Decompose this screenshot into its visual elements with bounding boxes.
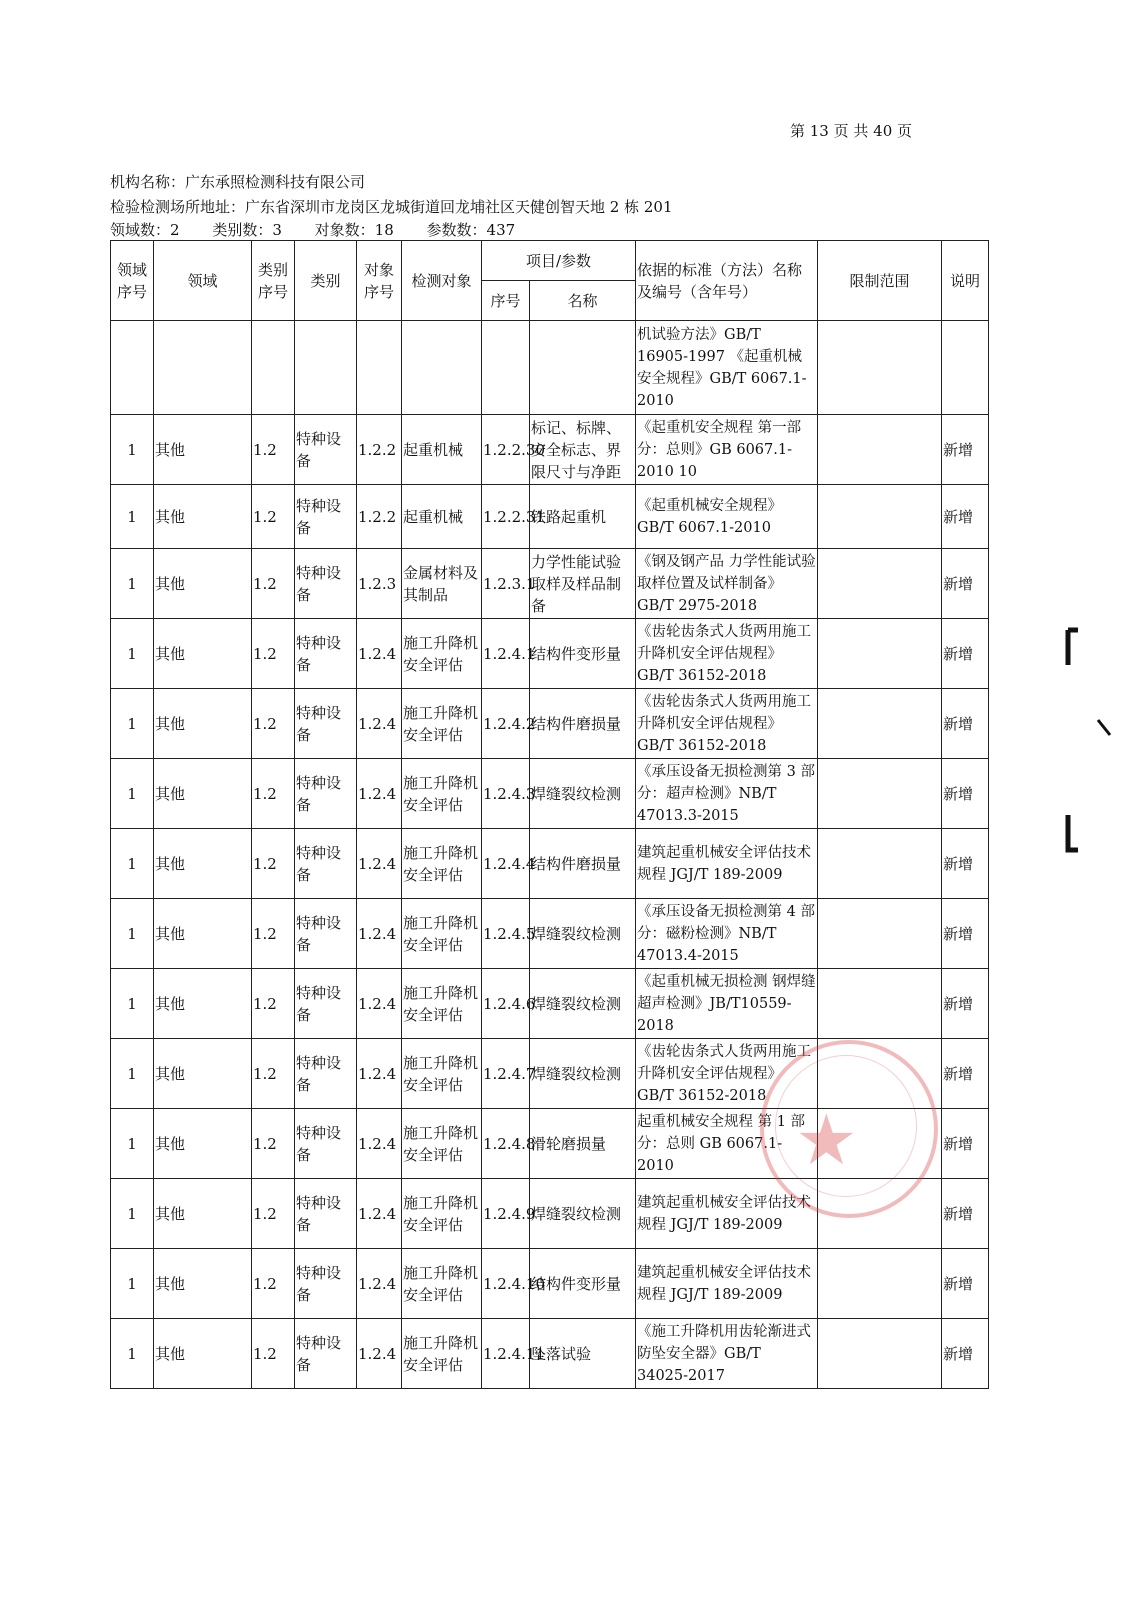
cell-category: 特种设备 — [295, 485, 357, 549]
table-row — [111, 321, 989, 415]
cell-item-no — [482, 321, 530, 415]
cell-remark: 新增 — [942, 549, 989, 619]
cell-item-name: 滑轮磨损量 — [530, 1109, 636, 1179]
cell-domain-no: 1 — [111, 415, 154, 485]
cell-domain: 其他 — [154, 1319, 252, 1389]
cell-object: 施工升降机安全评估 — [402, 1319, 482, 1389]
cell-remark: 新增 — [942, 1039, 989, 1109]
table-row — [111, 415, 989, 485]
cell-domain-no: 1 — [111, 1249, 154, 1319]
cell-standard: 建筑起重机械安全评估技术规程 JGJ/T 189-2009 — [636, 1249, 818, 1319]
cell-limit — [818, 759, 942, 829]
table-row — [111, 759, 989, 829]
table-row — [111, 1109, 989, 1179]
cell-domain-no: 1 — [111, 899, 154, 969]
cell-domain: 其他 — [154, 619, 252, 689]
cell-standard: 《钢及钢产品 力学性能试验取样位置及试样制备》GB/T 2975-2018 — [636, 549, 818, 619]
cell-category-no: 1.2 — [252, 1249, 295, 1319]
cell-object — [402, 321, 482, 415]
cell-limit — [818, 1039, 942, 1109]
cell-category-no: 1.2 — [252, 899, 295, 969]
cell-category: 特种设备 — [295, 1319, 357, 1389]
table-row — [111, 1179, 989, 1249]
cell-domain: 其他 — [154, 415, 252, 485]
cell-standard: 《承压设备无损检测第 3 部分：超声检测》NB/T 47013.3-2015 — [636, 759, 818, 829]
cell-domain-no: 1 — [111, 1109, 154, 1179]
cell-category: 特种设备 — [295, 415, 357, 485]
cell-standard: 《起重机安全规程 第一部分：总则》GB 6067.1-2010 10 — [636, 415, 818, 485]
cell-remark: 新增 — [942, 619, 989, 689]
cell-limit — [818, 415, 942, 485]
cell-limit — [818, 1319, 942, 1389]
cell-standard: 《齿轮齿条式人货两用施工升降机安全评估规程》GB/T 36152-2018 — [636, 689, 818, 759]
cell-standard: 《齿轮齿条式人货两用施工升降机安全评估规程》GB/T 36152-2018 — [636, 1039, 818, 1109]
cell-item-no: 1.2.4.4 — [482, 829, 530, 899]
cell-limit — [818, 1249, 942, 1319]
category-count: 类别数：3 — [212, 221, 282, 239]
cell-domain-no: 1 — [111, 1039, 154, 1109]
cell-object-no: 1.2.2 — [357, 415, 402, 485]
cell-object-no: 1.2.4 — [357, 689, 402, 759]
seal-star-icon: ★ — [795, 1099, 858, 1181]
header-category: 类别 — [295, 241, 357, 321]
header-limit: 限制范围 — [818, 241, 942, 321]
cell-category: 特种设备 — [295, 1109, 357, 1179]
header-object-no: 对象序号 — [357, 241, 402, 321]
cell-object-no — [357, 321, 402, 415]
cell-domain-no: 1 — [111, 549, 154, 619]
cell-object-no: 1.2.4 — [357, 1249, 402, 1319]
cell-object: 施工升降机安全评估 — [402, 689, 482, 759]
object-count: 对象数：18 — [314, 221, 394, 239]
header-item-name: 名称 — [530, 281, 636, 321]
cell-item-name: 结构件变形量 — [530, 619, 636, 689]
table-row — [111, 1039, 989, 1109]
cell-category: 特种设备 — [295, 1249, 357, 1319]
cell-item-no: 1.2.4.7 — [482, 1039, 530, 1109]
cell-object-no: 1.2.4 — [357, 899, 402, 969]
cell-remark: 新增 — [942, 415, 989, 485]
cell-domain: 其他 — [154, 689, 252, 759]
cell-domain: 其他 — [154, 1109, 252, 1179]
cell-remark: 新增 — [942, 485, 989, 549]
cell-domain: 其他 — [154, 1039, 252, 1109]
cell-domain: 其他 — [154, 759, 252, 829]
header-domain: 领域 — [154, 241, 252, 321]
header-object: 检测对象 — [402, 241, 482, 321]
cell-remark: 新增 — [942, 1109, 989, 1179]
cell-item-name: 焊缝裂纹检测 — [530, 759, 636, 829]
cell-remark: 新增 — [942, 969, 989, 1039]
cell-category-no: 1.2 — [252, 415, 295, 485]
cell-item-no: 1.2.2.31 — [482, 485, 530, 549]
cell-object-no: 1.2.4 — [357, 1319, 402, 1389]
cell-domain-no: 1 — [111, 619, 154, 689]
cell-object-no: 1.2.4 — [357, 1179, 402, 1249]
cell-item-no: 1.2.4.10 — [482, 1249, 530, 1319]
cell-category-no: 1.2 — [252, 1109, 295, 1179]
cell-standard: 建筑起重机械安全评估技术规程 JGJ/T 189-2009 — [636, 1179, 818, 1249]
cell-item-name: 焊缝裂纹检测 — [530, 1179, 636, 1249]
cell-object: 施工升降机安全评估 — [402, 829, 482, 899]
cell-remark: 新增 — [942, 1319, 989, 1389]
cell-limit — [818, 829, 942, 899]
cell-category — [295, 321, 357, 415]
cell-category: 特种设备 — [295, 899, 357, 969]
cell-category-no: 1.2 — [252, 689, 295, 759]
cell-object: 起重机械 — [402, 415, 482, 485]
cell-remark: 新增 — [942, 1249, 989, 1319]
cell-object: 施工升降机安全评估 — [402, 899, 482, 969]
cell-item-name: 结构件磨损量 — [530, 829, 636, 899]
cell-standard: 《起重机械安全规程》GB/T 6067.1-2010 — [636, 485, 818, 549]
table-row — [111, 619, 989, 689]
cell-category-no: 1.2 — [252, 485, 295, 549]
table-row — [111, 1249, 989, 1319]
cell-domain-no: 1 — [111, 1179, 154, 1249]
cell-object: 金属材料及其制品 — [402, 549, 482, 619]
cell-remark: 新增 — [942, 689, 989, 759]
table-row — [111, 899, 989, 969]
cell-object: 施工升降机安全评估 — [402, 759, 482, 829]
cell-standard: 机试验方法》GB/T 16905-1997 《起重机械安全规程》GB/T 6067.1-2010 — [636, 321, 818, 415]
cell-limit — [818, 899, 942, 969]
param-count: 参数数：437 — [426, 221, 516, 239]
cell-item-name: 力学性能试验取样及样品制备 — [530, 549, 636, 619]
cell-item-no: 1.2.4.11 — [482, 1319, 530, 1389]
header-domain-no: 领域序号 — [111, 241, 154, 321]
cell-standard: 建筑起重机械安全评估技术规程 JGJ/T 189-2009 — [636, 829, 818, 899]
cell-item-no: 1.2.4.2 — [482, 689, 530, 759]
cell-domain: 其他 — [154, 969, 252, 1039]
cell-limit — [818, 969, 942, 1039]
cell-category-no: 1.2 — [252, 619, 295, 689]
cell-item-no: 1.2.3.1 — [482, 549, 530, 619]
page-number: 第 13 页 共 40 页 — [790, 122, 913, 140]
cell-domain: 其他 — [154, 899, 252, 969]
cell-category: 特种设备 — [295, 619, 357, 689]
cell-category-no — [252, 321, 295, 415]
cell-domain: 其他 — [154, 549, 252, 619]
cell-domain-no: 1 — [111, 969, 154, 1039]
header-item-no: 序号 — [482, 281, 530, 321]
cell-object-no: 1.2.3 — [357, 549, 402, 619]
cell-limit — [818, 549, 942, 619]
cell-object-no: 1.2.4 — [357, 1109, 402, 1179]
cell-category-no: 1.2 — [252, 1179, 295, 1249]
cell-domain-no: 1 — [111, 485, 154, 549]
cell-category: 特种设备 — [295, 1039, 357, 1109]
cell-item-no: 1.2.4.9 — [482, 1179, 530, 1249]
cell-object-no: 1.2.4 — [357, 619, 402, 689]
scope-table — [110, 240, 989, 1389]
cell-item-no: 1.2.4.6 — [482, 969, 530, 1039]
cell-object: 施工升降机安全评估 — [402, 1179, 482, 1249]
cell-category-no: 1.2 — [252, 759, 295, 829]
cell-limit — [818, 485, 942, 549]
cell-item-no: 1.2.2.30 — [482, 415, 530, 485]
cell-category: 特种设备 — [295, 829, 357, 899]
cell-category-no: 1.2 — [252, 1319, 295, 1389]
cell-standard: 起重机械安全规程 第 1 部分：总则 GB 6067.1-2010 — [636, 1109, 818, 1179]
cell-category: 特种设备 — [295, 689, 357, 759]
cell-domain-no — [111, 321, 154, 415]
cell-object: 施工升降机安全评估 — [402, 1109, 482, 1179]
cell-domain: 其他 — [154, 1249, 252, 1319]
cell-object-no: 1.2.2 — [357, 485, 402, 549]
institution-name: 机构名称：广东承照检测科技有限公司 — [110, 173, 366, 191]
cell-limit — [818, 321, 942, 415]
cell-object: 施工升降机安全评估 — [402, 619, 482, 689]
cell-category: 特种设备 — [295, 759, 357, 829]
cell-limit — [818, 1109, 942, 1179]
cell-item-name: 结构件变形量 — [530, 1249, 636, 1319]
cell-object-no: 1.2.4 — [357, 759, 402, 829]
cell-item-no: 1.2.4.5 — [482, 899, 530, 969]
cell-object: 起重机械 — [402, 485, 482, 549]
cell-category-no: 1.2 — [252, 969, 295, 1039]
cell-item-name: 标记、标牌、安全标志、界限尺寸与净距 — [530, 415, 636, 485]
table-row — [111, 829, 989, 899]
cell-object: 施工升降机安全评估 — [402, 969, 482, 1039]
cell-item-no: 1.2.4.1 — [482, 619, 530, 689]
header-remark: 说明 — [942, 241, 989, 321]
cell-category-no: 1.2 — [252, 549, 295, 619]
table-row — [111, 969, 989, 1039]
cell-remark: 新增 — [942, 759, 989, 829]
cell-remark: 新增 — [942, 1179, 989, 1249]
cell-object-no: 1.2.4 — [357, 969, 402, 1039]
table-row — [111, 689, 989, 759]
cell-category: 特种设备 — [295, 549, 357, 619]
cell-object-no: 1.2.4 — [357, 829, 402, 899]
cell-domain: 其他 — [154, 1179, 252, 1249]
cell-item-name: 坠落试验 — [530, 1319, 636, 1389]
cell-category-no: 1.2 — [252, 829, 295, 899]
institution-address: 检验检测场所地址：广东省深圳市龙岗区龙城街道回龙埔社区天健创智天地 2 栋 201 — [110, 198, 673, 216]
header-category-no: 类别序号 — [252, 241, 295, 321]
cell-item-name: 焊缝裂纹检测 — [530, 899, 636, 969]
header-standard: 依据的标准（方法）名称及编号（含年号） — [636, 241, 818, 321]
table-row — [111, 549, 989, 619]
cell-item-name: 焊缝裂纹检测 — [530, 969, 636, 1039]
cell-domain-no: 1 — [111, 829, 154, 899]
cell-limit — [818, 619, 942, 689]
cell-item-name: 铁路起重机 — [530, 485, 636, 549]
cell-remark: 新增 — [942, 899, 989, 969]
cell-category: 特种设备 — [295, 1179, 357, 1249]
cell-item-no: 1.2.4.8 — [482, 1109, 530, 1179]
cell-standard: 《施工升降机用齿轮渐进式防坠安全器》GB/T 34025-2017 — [636, 1319, 818, 1389]
cell-domain: 其他 — [154, 829, 252, 899]
summary-counts — [110, 219, 543, 240]
table-row — [111, 1319, 989, 1389]
cell-object: 施工升降机安全评估 — [402, 1249, 482, 1319]
cell-domain-no: 1 — [111, 1319, 154, 1389]
cell-object: 施工升降机安全评估 — [402, 1039, 482, 1109]
cell-standard: 《承压设备无损检测第 4 部分：磁粉检测》NB/T 47013.4-2015 — [636, 899, 818, 969]
table-row — [111, 485, 989, 549]
cell-standard: 《起重机械无损检测 钢焊缝超声检测》JB/T10559-2018 — [636, 969, 818, 1039]
cell-category-no: 1.2 — [252, 1039, 295, 1109]
domain-count: 领域数：2 — [110, 221, 180, 239]
cell-object-no: 1.2.4 — [357, 1039, 402, 1109]
cell-domain-no: 1 — [111, 689, 154, 759]
cell-item-name — [530, 321, 636, 415]
cell-item-name: 焊缝裂纹检测 — [530, 1039, 636, 1109]
cell-item-name: 结构件磨损量 — [530, 689, 636, 759]
edge-seal-fragment — [1058, 625, 1118, 855]
cell-standard: 《齿轮齿条式人货两用施工升降机安全评估规程》GB/T 36152-2018 — [636, 619, 818, 689]
cell-limit — [818, 689, 942, 759]
header-item-param: 项目/参数 — [482, 241, 636, 281]
cell-remark — [942, 321, 989, 415]
cell-remark: 新增 — [942, 829, 989, 899]
cell-category: 特种设备 — [295, 969, 357, 1039]
cell-domain: 其他 — [154, 485, 252, 549]
cell-domain — [154, 321, 252, 415]
cell-limit — [818, 1179, 942, 1249]
cell-item-no: 1.2.4.3 — [482, 759, 530, 829]
cell-domain-no: 1 — [111, 759, 154, 829]
